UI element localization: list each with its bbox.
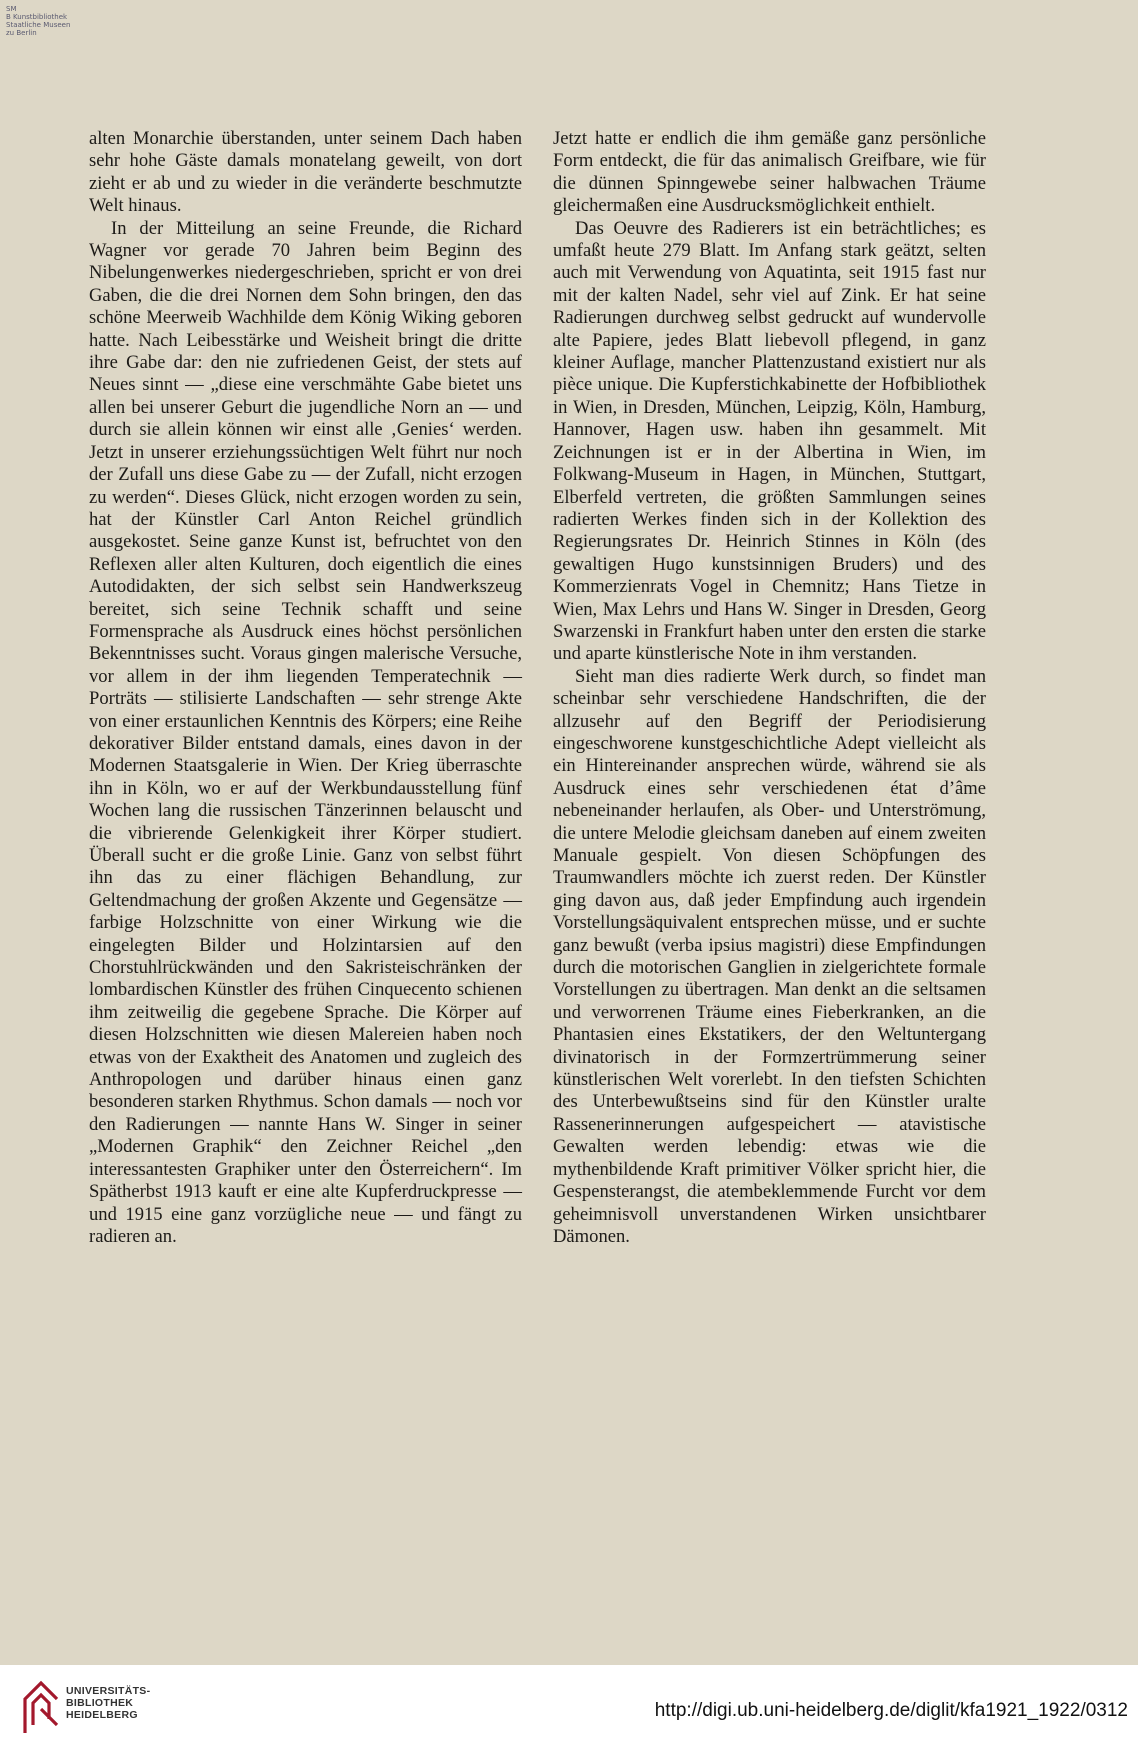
stamp-line: zu Berlin	[6, 29, 37, 37]
logo-line: HEIDELBERG	[66, 1709, 138, 1721]
paragraph: Jetzt hatte er endlich die ihm gemäße ganz persönliche Form entdeckt, die für das animalisch Greifbare, wie für die dünnen Spinngewebe seiner halbwachen Träume gleichermaßen eine Ausdrucksmöglichkeit enthielt.	[553, 128, 986, 217]
logo-line: UNIVERSITÄTS-	[66, 1685, 151, 1697]
right-text-column	[553, 128, 986, 1248]
university-library-logo-icon	[15, 1673, 67, 1735]
logo-line: BIBLIOTHEK	[66, 1697, 134, 1709]
paragraph: Sieht man dies radierte Werk durch, so findet man scheinbar sehr verschiedene Handschriften, die der allzusehr auf den Begriff der Periodisierung eingeschworene kunstgeschichtliche Adept vielleicht als ein Hintereinander ansprechen würde, während sie als Ausdruck eines sehr verschiedenen état d’âme nebeneinander herlaufen, als Ober- und Unterströmung, die untere Melodie gleichsam daneben auf einem zweiten Manuale gespielt. Von diesen Schöpfungen des Traumwandlers möchte ich zuerst reden. Der Künstler ging davon aus, daß jeder Empfindung auch irgendein Vorstellungsäquivalent entsprechen müsse, und er suchte ganz bewußt (verba ipsius magistri) diese Empfindungen durch die motorischen Ganglien in zielgerichtete formale Vorstellungen zu übertragen. Man denkt an die seltsamen und verworrenen Träume eines Fieberkranken, an die Phantasien eines Ekstatikers, der den Weltuntergang divinatorisch in der Formzertrümmerung seiner künstlerischen Welt vorerlebt. In den tiefsten Schichten des Unterbewußtseins sind für den Künstler uralte Rassenerinnerungen aufgespeichert — atavistische Gewalten werden lebendig: etwas wie die mythenbildende Kraft primitiver Völker spricht hier, die Gespensterangst, die atembeklemmende Furcht vor dem geheimnisvoll unverstandenen Wirken unsichtbarer Dämonen.	[553, 665, 986, 1247]
left-text-column	[89, 128, 522, 1248]
paragraph: In der Mitteilung an seine Freunde, die Richard Wagner vor gerade 70 Jahren beim Beginn des Nibelungenwerkes niedergeschrieben, spricht er von drei Gaben, die die drei Nornen dem Sohn bringen, den das schöne Meerweib Wachhilde dem König Wiking geboren hatte. Nach Leibesstärke und Weisheit bringt die dritte ihre Gabe dar: den nie zufriedenen Geist, der stets auf Neues sinnt — „diese eine verschmähte Gabe bietet uns allen bei unserer Geburt die jugendliche Norn an — und durch sie allein können wir einst alle ‚Genies‘ werden. Jetzt in unserer erziehungssüchtigen Welt führt nur noch der Zufall uns diese Gabe zu — der Zufall, nicht erzogen zu werden“. Dieses Glück, nicht erzogen worden zu sein, hat der Künstler Carl Anton Reichel gründlich ausgekostet. Seine ganze Kunst ist, befruchtet von den Reflexen aller alten Kulturen, doch eigentlich die eines Autodidakten, der sich selbst sein Handwerkszeug bereitet, sich seine Technik schafft und seine Formensprache als Ausdruck eines höchst persönlichen Bekenntnisses sucht. Voraus gingen malerische Versuche, vor allem in der ihm liegenden Temperatechnik — Porträts — stilisierte Landschaften — sehr strenge Akte von einer erstaunlichen Kenntnis des Körpers; eine Reihe dekorativer Bilder entstand damals, eines davon in der Modernen Staatsgalerie in Wien. Der Krieg überraschte ihn in Köln, wo er auf der Werkbundausstellung fünf Wochen lang die russischen Tänzerinnen belauscht und die vibrierende Gelenkigkeit ihrer Körper studiert. Überall sucht er die große Linie. Ganz von selbst führt ihn das zu einer flächigen Behandlung, zur Geltendmachung der großen Akzente und Gegensätze — farbige Holzschnitte von einer Wirkung wie die eingelegten Bilder und Holzintarsien auf den Chorstuhlrückwänden und den Sakristeischränken der lombardischen Künstler des frühen Cinquecento schienen ihm zeitweilig die gegebene Sprache. Die Körper auf diesen Holzschnitten wie diesen Malereien haben noch etwas von der Exaktheit des Anatomen und zugleich des Anthropologen und darüber hinaus einen ganz besonderen starken Rhythmus. Schon damals — noch vor den Radierungen — nannte Hans W. Singer in seiner „Modernen Graphik“ den Zeichner Reichel „den interessantesten Graphiker unter den Österreichern“. Im Spätherbst 1913 kauft er eine alte Kupferdruckpresse — und 1915 eine ganz vorzügliche neue — und fängt zu radieren an.	[89, 217, 522, 1247]
paragraph: alten Monarchie überstanden, unter seinem Dach haben sehr hohe Gäste damals monatelang geweilt, von dort zieht er ab und zu wieder in die veränderte beschmutzte Welt hinaus.	[89, 128, 522, 217]
university-library-name	[66, 1685, 150, 1721]
stamp-line: Staatliche Museen	[6, 21, 71, 29]
viewer-footer	[0, 1665, 1138, 1748]
library-stamp	[6, 5, 86, 37]
permalink-link[interactable]: http://digi.ub.uni-heidelberg.de/diglit/kfa1921_1922/0312	[654, 1700, 1128, 1721]
permalink-url[interactable]	[655, 1700, 1128, 1722]
stamp-line: SM	[6, 5, 17, 13]
paragraph: Das Oeuvre des Radierers ist ein beträchtliches; es umfaßt heute 279 Blatt. Im Anfang stark geätzt, selten auch mit Verwendung von Aquatinta, seit 1915 fast nur mit der kalten Nadel, sehr viel auf Zink. Er hat seine Radierungen durchweg selbst gedruckt auf wundervolle alte Papiere, jedes Blatt liebevoll pflegend, in ganz kleiner Auflage, mancher Plattenzustand existiert nur als pièce unique. Die Kupferstichkabinette der Hofbibliothek in Wien, in Dresden, München, Leipzig, Köln, Hamburg, Hannover, Hagen usw. haben ihn gesammelt. Mit Zeichnungen ist er in der Albertina in Wien, im Folkwang-Museum in Hagen, in München, Stuttgart, Elberfeld vertreten, die größten Sammlungen seines radierten Werkes finden sich in der Kollektion des Regierungsrates Dr. Heinrich Stinnes in Köln (des gewaltigen Hugo kunstsinnigen Bruders) und des Kommerzienrats Vogel in Chemnitz; Hans Tietze in Wien, Max Lehrs und Hans W. Singer in Dresden, Georg Swarzenski in Frankfurt haben unter den ersten die starke und aparte künstlerische Note in ihm verstanden.	[553, 217, 986, 665]
stamp-line: B Kunstbibliothek	[6, 13, 68, 21]
